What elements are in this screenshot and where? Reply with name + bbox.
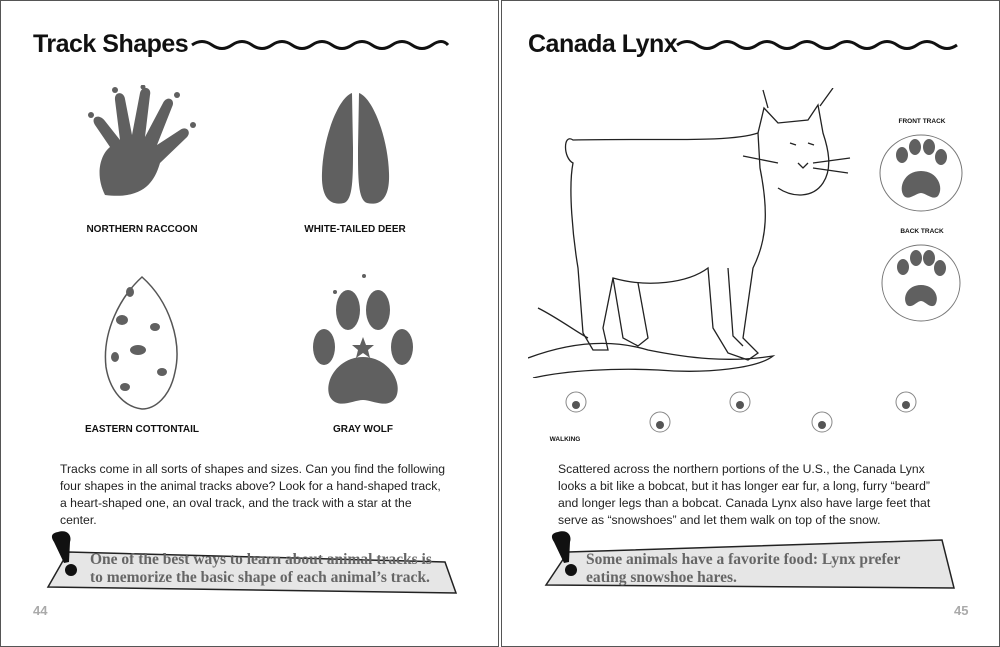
body-text: Scattered across the northern portions of the U.S., the Canada Lynx looks a bit like a bobcat, but it has longer ear fur, a long, furry “beard” and longer legs than a bobcat. Canada Lynx also have large feet that serve as “snowshoes” and let them walk on top of the snow. <box>558 462 931 527</box>
wolf-track-icon <box>308 272 418 412</box>
body-text: Tracks come in all sorts of shapes and sizes. Can you find the following four shapes in the animal tracks above? Look for a hand-shaped track, a heart-shaped one, an oval track, and the track with a star at the center. <box>60 462 445 527</box>
back-track-icon <box>880 243 962 323</box>
lynx-illustration <box>528 88 858 378</box>
wavy-divider <box>190 38 450 52</box>
front-track-label: FRONT TRACK <box>898 118 946 125</box>
page-number: 45 <box>954 603 969 618</box>
front-track-icon <box>878 133 964 213</box>
walking-label: WALKING <box>549 436 581 443</box>
wavy-divider <box>675 38 965 52</box>
track-label: EASTERN COTTONTAIL <box>84 424 200 435</box>
paw-print-icon <box>566 392 916 432</box>
track-label: NORTHERN RACCOON <box>86 224 198 235</box>
raccoon-track-icon <box>85 85 200 210</box>
page-gutter <box>498 0 502 647</box>
tip-text: One of the best ways to learn about animal tracks is to memorize the basic shape of each animal’s track. <box>90 551 432 586</box>
back-track-label: BACK TRACK <box>900 228 944 235</box>
track-label: WHITE-TAILED DEER <box>304 224 406 235</box>
page-number: 44 <box>33 603 48 618</box>
tip-text: Some animals have a favorite food: Lynx prefer eating snowshoe hares. <box>586 551 901 586</box>
track-label: GRAY WOLF <box>332 424 393 435</box>
page-title: Canada Lynx <box>528 30 678 58</box>
walking-tracks <box>560 388 920 438</box>
cottontail-track-icon <box>100 272 185 412</box>
deer-track-icon <box>318 88 393 208</box>
page-title: Track Shapes <box>33 30 189 58</box>
